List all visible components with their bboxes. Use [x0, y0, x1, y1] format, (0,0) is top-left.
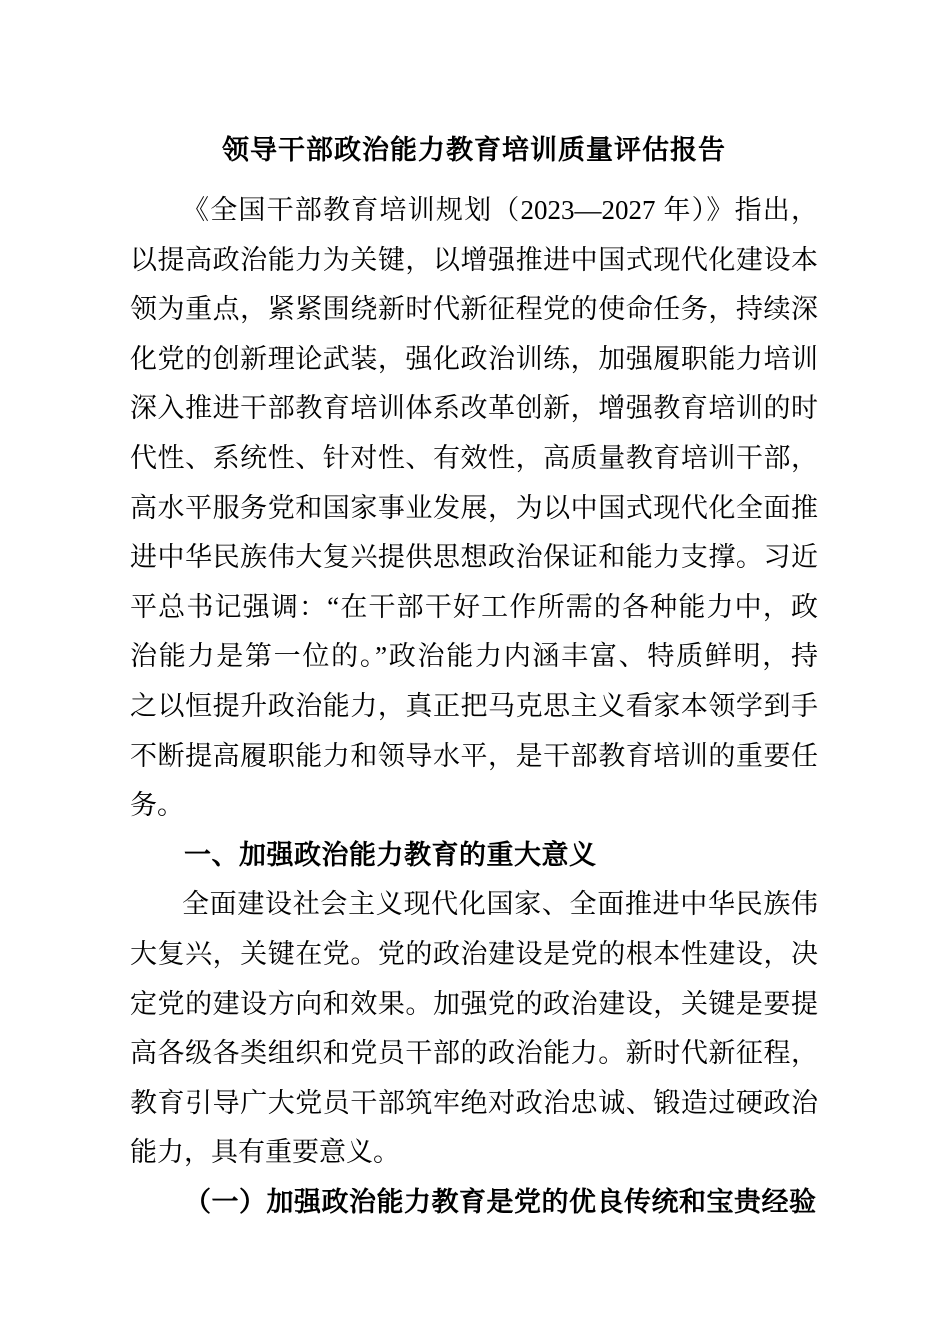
- paragraph-line: 务。: [130, 790, 184, 821]
- paragraph-line: 领为重点，紧紧围绕新时代新征程党的使命任务，持续深: [130, 294, 818, 325]
- paragraph-line: 大复兴，关键在党。党的政治建设是党的根本性建设，决: [130, 938, 818, 969]
- paragraph-line: 教育引导广大党员干部筑牢绝对政治忠诚、锻造过硬政治: [130, 1087, 818, 1118]
- paragraph-line: 不断提高履职能力和领导水平，是干部教育培训的重要任: [130, 740, 818, 771]
- subsection-heading: （一）加强政治能力教育是党的优良传统和宝贵经验: [184, 1186, 817, 1217]
- document-body: [130, 186, 818, 1227]
- document-content: [130, 130, 818, 1227]
- paragraph-line: 以提高政治能力为关键，以增强推进中国式现代化建设本: [130, 244, 818, 275]
- paragraph-line: 全面建设社会主义现代化国家、全面推进中华民族伟: [182, 889, 818, 920]
- paragraph-line: 平总书记强调：“在干部干好工作所需的各种能力中，政: [130, 591, 818, 622]
- paragraph-line: 高各级各类组织和党员干部的政治能力。新时代新征程，: [130, 1038, 818, 1069]
- paragraph-line: 代性、系统性、针对性、有效性，高质量教育培训干部，: [130, 442, 818, 473]
- paragraph-line: 治能力是第一位的。”政治能力内涵丰富、特质鲜明，持: [130, 641, 818, 672]
- paragraph-line: 进中华民族伟大复兴提供思想政治保证和能力支撑。习近: [130, 542, 818, 573]
- document-title: 领导干部政治能力教育培训质量评估报告: [222, 135, 726, 165]
- paragraph-line: 深入推进干部教育培训体系改革创新，增强教育培训的时: [130, 393, 818, 424]
- paragraph-line: 化党的创新理论武装，强化政治训练，加强履职能力培训: [130, 343, 818, 374]
- paragraph-line: 《全国干部教育培训规划（2023—2027 年）》指出，: [182, 195, 818, 225]
- paragraph-line: 能力，具有重要意义。: [130, 1137, 400, 1168]
- paragraph-line: 高水平服务党和国家事业发展，为以中国式现代化全面推: [130, 492, 818, 523]
- section-heading: 一、加强政治能力教育的重大意义: [184, 839, 597, 870]
- paragraph-line: 定党的建设方向和效果。加强党的政治建设，关键是要提: [130, 988, 818, 1019]
- paragraph-line: 之以恒提升政治能力，真正把马克思主义看家本领学到手: [130, 690, 818, 721]
